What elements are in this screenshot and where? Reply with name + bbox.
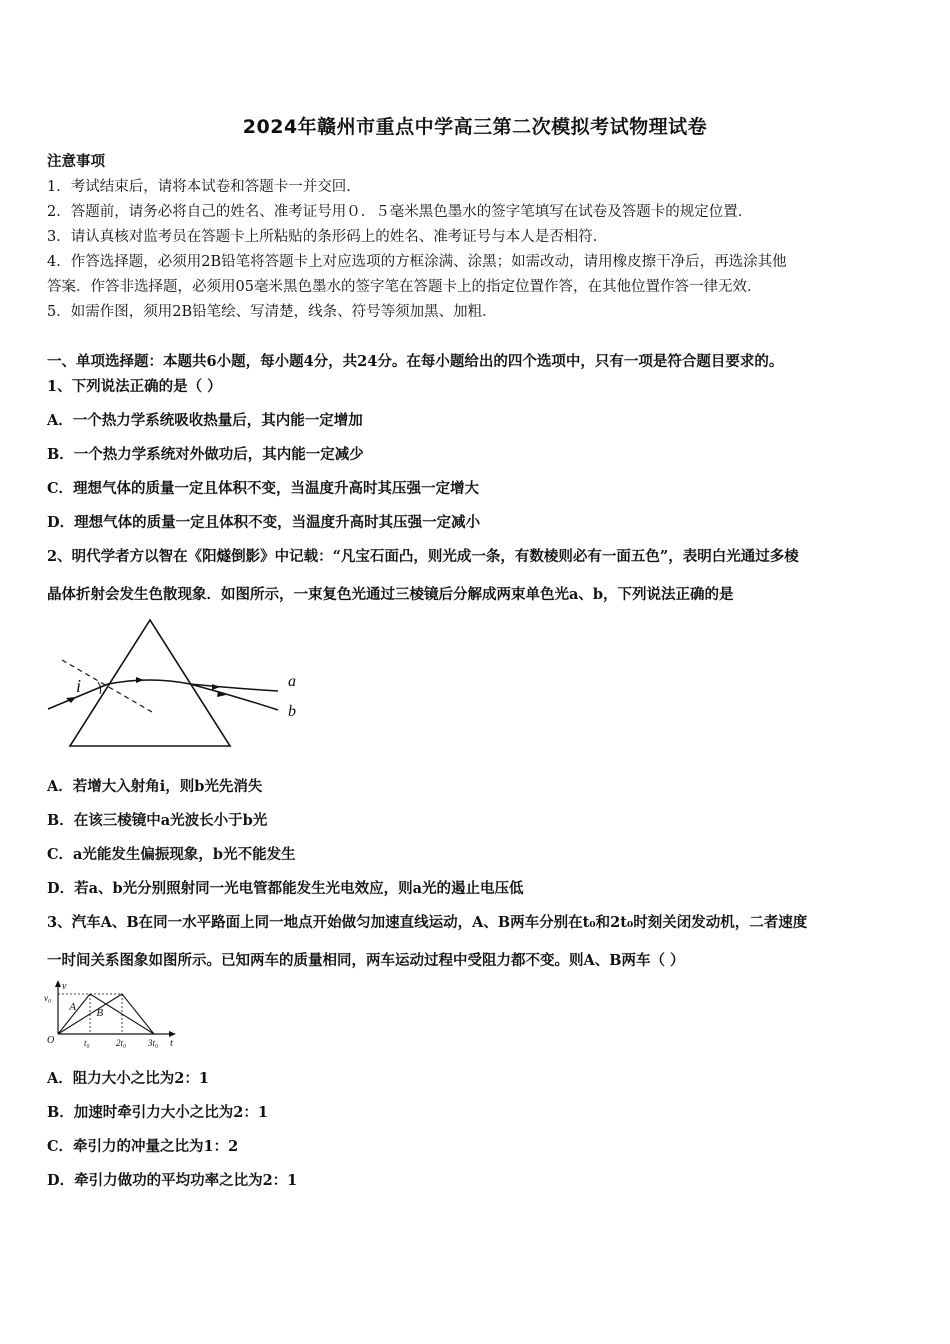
note-item-4-cont: 答案．作答非选择题，必须用05毫米黑色墨水的签字笔在答题卡上的指定位置作答，在其他位置作答一律无效． [47, 279, 762, 295]
q2-option-d: D．若a、b光分别照射同一光电管都能发生光电效应，则a光的遏止电压低 [47, 880, 524, 897]
q2-stem-line2: 晶体折射会发生色散现象．如图所示，一束复色光通过三棱镜后分解成两束单色光a、b，下列说法正确的是 [47, 586, 734, 603]
notes-heading: 注意事项 [47, 154, 105, 170]
prism-figure [40, 612, 320, 754]
q1-stem: 1、下列说法正确的是（ ） [47, 378, 222, 395]
q2-option-b: B．在该三棱镜中a光波长小于b光 [47, 812, 268, 829]
note-item-2: 2．答题前，请务必将自己的姓名、准考证号用０．５毫米黑色墨水的签字笔填写在试卷及答题卡的规定位置． [47, 204, 753, 220]
y-tick-label: v₀ [44, 993, 52, 1003]
prism-triangle [70, 620, 230, 746]
note-item-3: 3．请认真核对监考员在答题卡上所粘贴的条形码上的姓名、准考证号与本人是否相符． [47, 229, 608, 245]
note-item-4: 4．作答选择题，必须用2B铅笔将答题卡上对应选项的方框涂满、涂黑；如需改动，请用橡皮擦干净后，再选涂其他 [47, 254, 787, 270]
ray-b-label: b [288, 703, 296, 720]
y-axis-label: v [62, 981, 67, 992]
x-tick-label: 3t₀ [148, 1038, 159, 1048]
q1-option-d: D．理想气体的质量一定且体积不变，当温度升高时其压强一定减小 [47, 514, 481, 531]
page-title: 2024年赣州市重点中学高三第二次模拟考试物理试卷 [242, 116, 708, 138]
q2-option-a: A．若增大入射角i，则b光先消失 [47, 778, 263, 795]
series-a-line [58, 994, 154, 1034]
q3-stem-line2: 一时间关系图象如图所示。已知两车的质量相同，两车运动过程中受阻力都不变。则A、B两车（ ） [47, 952, 685, 969]
note-item-1: 1．考试结束后，请将本试卷和答题卡一并交回． [47, 179, 361, 195]
series-b-line [58, 994, 154, 1034]
q3-option-b: B．加速时牵引力大小之比为2：1 [47, 1104, 268, 1121]
q3-option-c: C．牵引力的冲量之比为1：2 [47, 1138, 239, 1155]
refracted-ray [108, 680, 190, 684]
q1-option-a: A．一个热力学系统吸收热量后，其内能一定增加 [47, 412, 363, 429]
x-axis-label: t [170, 1038, 173, 1049]
q1-option-b: B．一个热力学系统对外做功后，其内能一定减少 [47, 446, 364, 463]
q3-option-a: A．阻力大小之比为2：1 [47, 1070, 209, 1087]
q1-option-c: C．理想气体的质量一定且体积不变，当温度升高时其压强一定增大 [47, 480, 480, 497]
q3-option-d: D．牵引力做功的平均功率之比为2：1 [47, 1172, 298, 1189]
incident-angle-label: i [76, 676, 82, 696]
x-axis-arrow [169, 1031, 176, 1037]
series-b-label: B [96, 1007, 104, 1019]
x-tick-label: t₀ [84, 1038, 90, 1048]
q3-stem-line1: 3、汽车A、B在同一水平路面上同一地点开始做匀加速直线运动，A、B两车分别在t₀和2t₀时刻关闭发动机，二者速度 [47, 914, 808, 931]
series-a-label: A [69, 1001, 76, 1013]
note-item-5: 5．如需作图，须用2B铅笔绘、写清楚，线条、符号等须加黑、加粗． [47, 304, 497, 320]
q2-stem-line1: 2、明代学者方以智在《阳燧倒影》中记载：“凡宝石面凸，则光成一条，有数棱则必有一面五色”，表明白光通过多棱 [47, 548, 799, 565]
q2-option-c: C．a光能发生偏振现象，b光不能发生 [47, 846, 296, 863]
ray-a-label: a [288, 673, 296, 690]
section-1-heading: 一、单项选择题：本题共6小题，每小题4分，共24分。在每小题给出的四个选项中，只有一项是符合题目要求的。 [47, 353, 784, 370]
y-axis-arrow [55, 980, 61, 987]
velocity-time-chart [42, 980, 182, 1050]
x-tick-label: 2t₀ [116, 1038, 127, 1048]
origin-label: O [47, 1035, 55, 1046]
